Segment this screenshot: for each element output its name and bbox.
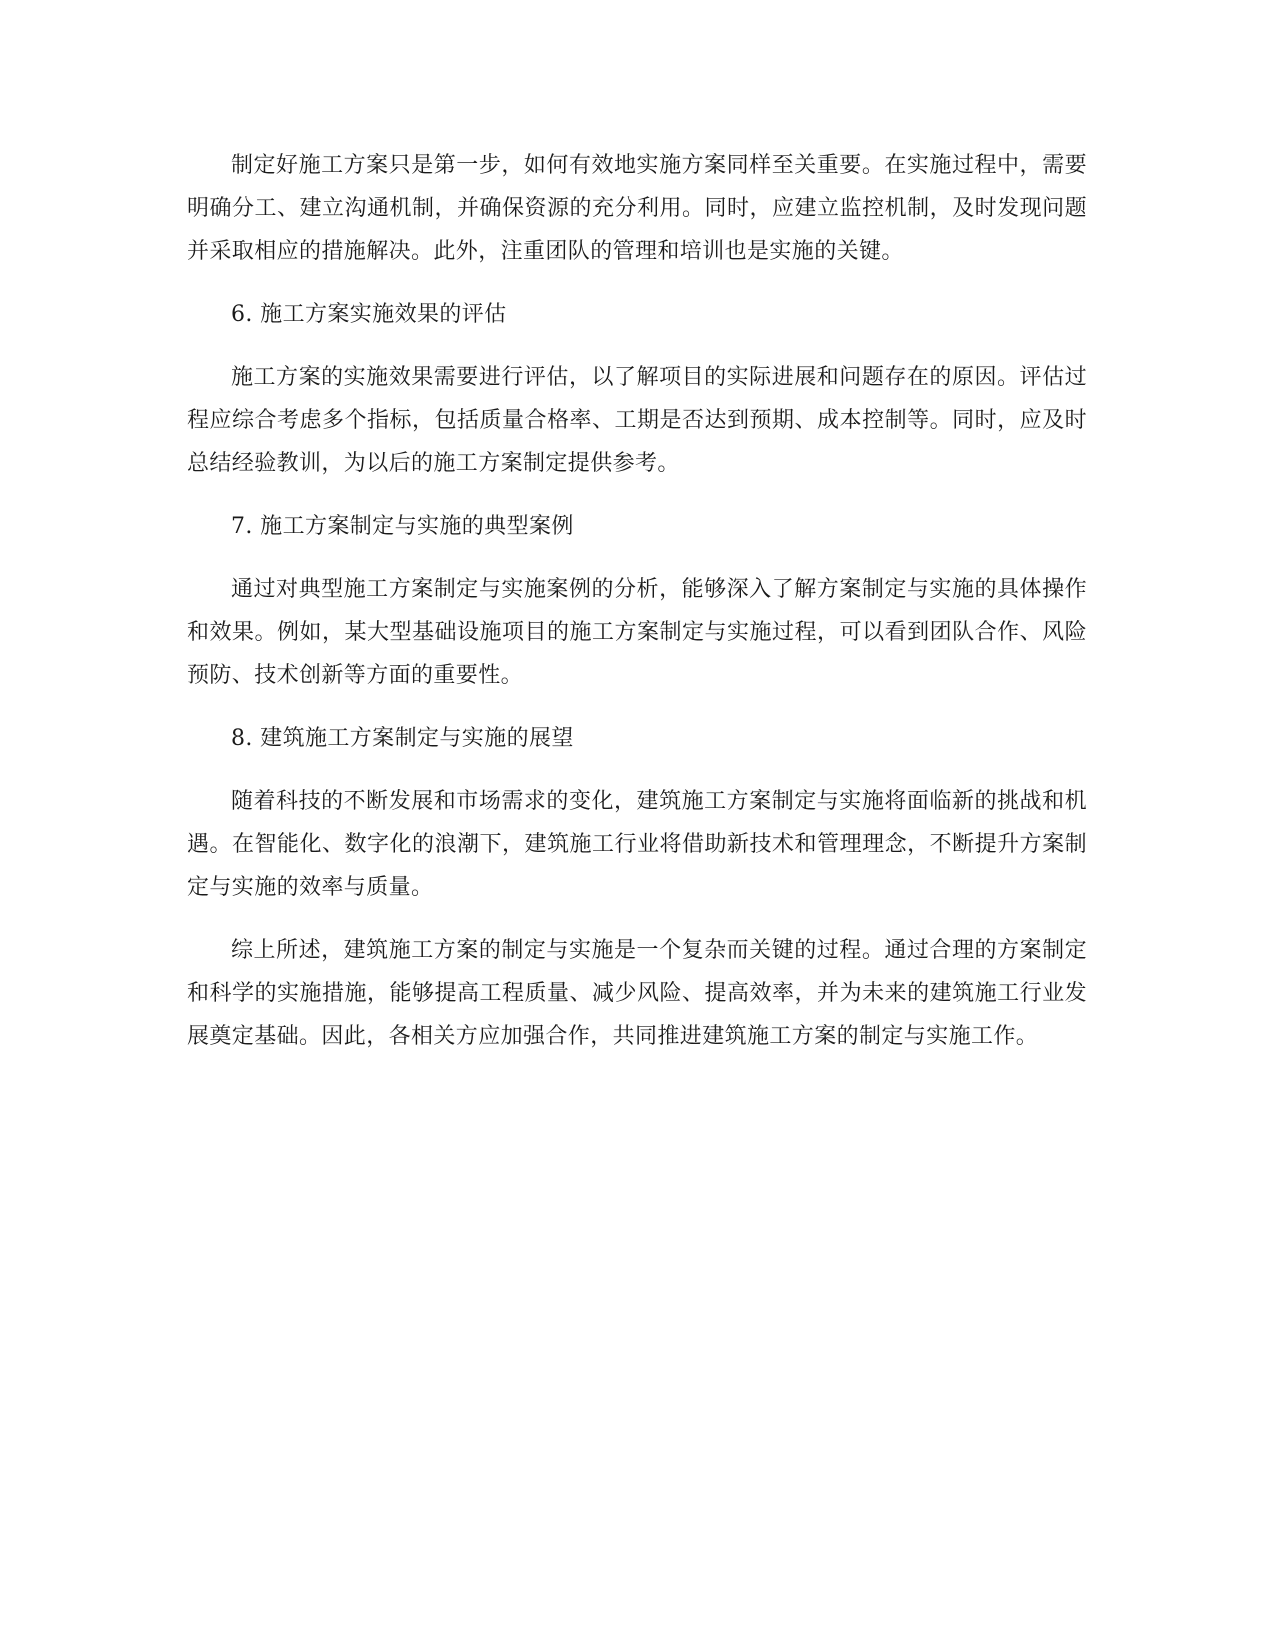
- paragraph-evaluation: 施工方案的实施效果需要进行评估，以了解项目的实际进展和问题存在的原因。评估过程应综合考虑多个指标，包括质量合格率、工期是否达到预期、成本控制等。同时，应及时总结经验教训，为以后的施工方案制定提供参考。: [187, 365, 1087, 476]
- paragraph-case-study: 通过对典型施工方案制定与实施案例的分析，能够深入了解方案制定与实施的具体操作和效果。例如，某大型基础设施项目的施工方案制定与实施过程，可以看到团队合作、风险预防、技术创新等方面的重要性。: [187, 577, 1087, 688]
- section-heading-6: 6. 施工方案实施效果的评估: [231, 302, 507, 327]
- paragraph-outlook: 随着科技的不断发展和市场需求的变化，建筑施工方案制定与实施将面临新的挑战和机遇。在智能化、数字化的浪潮下，建筑施工行业将借助新技术和管理理念，不断提升方案制定与实施的效率与质量。: [187, 789, 1087, 900]
- paragraph-implementation: 制定好施工方案只是第一步，如何有效地实施方案同样至关重要。在实施过程中，需要明确分工、建立沟通机制，并确保资源的充分利用。同时，应建立监控机制，及时发现问题并采取相应的措施解决。此外，注重团队的管理和培训也是实施的关键。: [187, 153, 1087, 264]
- paragraph-conclusion: 综上所述，建筑施工方案的制定与实施是一个复杂而关键的过程。通过合理的方案制定和科学的实施措施，能够提高工程质量、减少风险、提高效率，并为未来的建筑施工行业发展奠定基础。因此，各相关方应加强合作，共同推进建筑施工方案的制定与实施工作。: [187, 938, 1087, 1049]
- section-heading-7: 7. 施工方案制定与实施的典型案例: [231, 514, 574, 539]
- document-body: [187, 144, 1087, 1078]
- section-heading-8: 8. 建筑施工方案制定与实施的展望: [231, 726, 574, 751]
